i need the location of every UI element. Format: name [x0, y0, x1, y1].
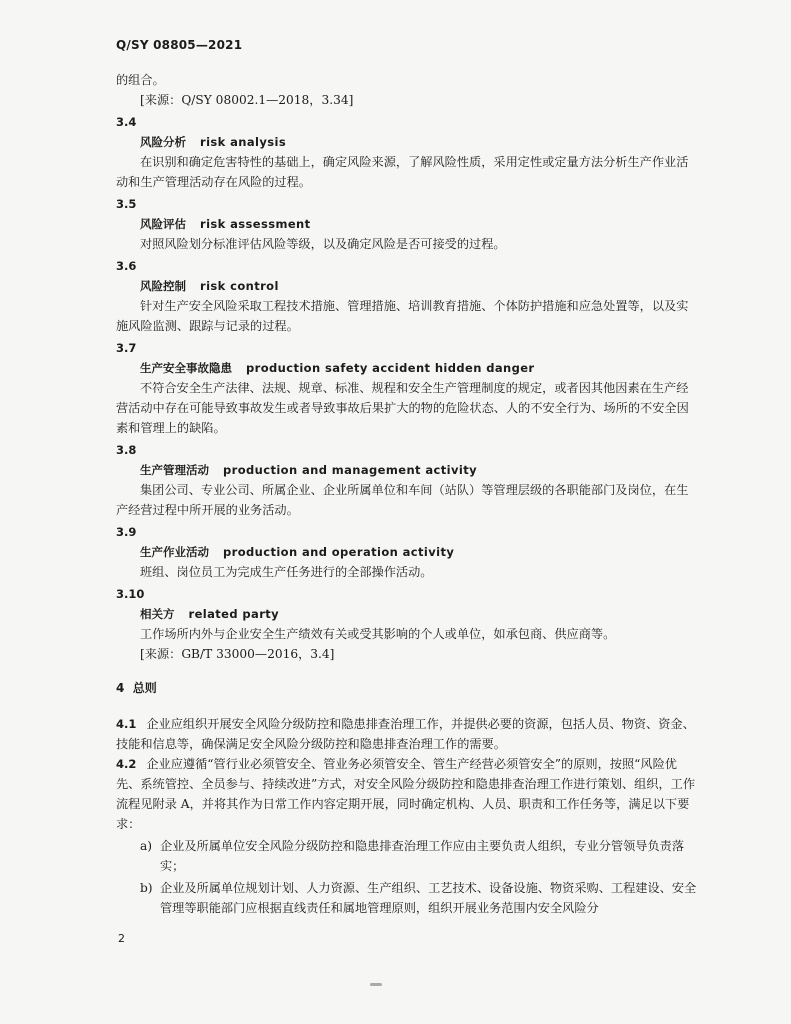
- clause-4-2: [116, 754, 700, 834]
- term-en: risk analysis: [200, 135, 287, 149]
- standard-number-header: Q/SY 08805—2021: [116, 38, 243, 52]
- term-definition: 不符合安全生产法律、法规、规章、标准、规程和安全生产管理制度的规定，或者因其他因素在生产经营活动中存在可能导致事故发生或者导致事故后果扩大的物的危险状态、人的不安全行为、场所的不安全因素和管理上的缺陷。: [116, 381, 689, 435]
- term-zh: 生产管理活动: [140, 463, 209, 477]
- term-en: production safety accident hidden danger: [246, 361, 535, 375]
- term-en: related party: [188, 607, 280, 621]
- list-item: [116, 878, 700, 918]
- term-en: production and management activity: [223, 463, 477, 477]
- term-definition: 工作场所内外与企业安全生产绩效有关或受其影响的个人或单位，如承包商、供应商等。: [140, 627, 616, 641]
- term-zh: 风险控制: [140, 279, 186, 293]
- term-heading: [116, 542, 700, 562]
- page-number: 2: [118, 932, 125, 945]
- term-number: 3.6: [116, 259, 137, 273]
- term-zh: 风险评估: [140, 217, 186, 231]
- clause-text: 企业应组织开展安全风险分级防控和隐患排查治理工作，并提供必要的资源，包括人员、物资、资金、技能和信息等，确保满足安全风险分级防控和隐患排查治理工作的需要。: [116, 717, 695, 751]
- chapter-title: 总则: [132, 681, 157, 695]
- list-marker: b): [140, 881, 153, 895]
- scan-smudge: [370, 983, 382, 986]
- term-heading: [116, 214, 700, 234]
- term-en: risk assessment: [200, 217, 311, 231]
- chapter-heading: [116, 678, 700, 698]
- clause-number: 4.1: [116, 717, 137, 731]
- term-definition: 集团公司、专业公司、所属企业、企业所属单位和车间（站队）等管理层级的各职能部门及岗位，在生产经营过程中所开展的业务活动。: [116, 483, 689, 517]
- clause-number: 4.2: [116, 757, 137, 771]
- source-note: [来源：Q/SY 08002.1—2018，3.34]: [140, 93, 354, 107]
- term-zh: 生产作业活动: [140, 545, 209, 559]
- term-definition: 在识别和确定危害特性的基础上，确定风险来源，了解风险性质，采用定性或定量方法分析生产作业活动和生产管理活动存在风险的过程。: [116, 155, 689, 189]
- term-number: 3.10: [116, 587, 145, 601]
- term-definition: 针对生产安全风险采取工程技术措施、管理措施、培训教育措施、个体防护措施和应急处置等，以及实施风险监测、跟踪与记录的过程。: [116, 299, 689, 333]
- term-definition: 班组、岗位员工为完成生产任务进行的全部操作活动。: [140, 565, 433, 579]
- term-heading: [116, 460, 700, 480]
- term-heading: [116, 132, 700, 152]
- term-en: production and operation activity: [223, 545, 455, 559]
- clause-text: 企业应遵循“管行业必须管安全、管业务必须管安全、管生产经营必须管安全”的原则，按照“风险优先、系统管控、全员参与、持续改进”方式，对安全风险分级防控和隐患排查治理工作进行策划、组织，工作流程见附录 A，并将其作为日常工作内容定期开展，同时确定机构、人员、职责和工作任务等，满足以下要求：: [116, 757, 696, 831]
- term-zh: 相关方: [140, 607, 175, 621]
- term-en: risk control: [200, 279, 279, 293]
- continuation-text: 的组合。: [116, 73, 165, 87]
- list-text: 企业及所属单位规划计划、人力资源、生产组织、工艺技术、设备设施、物资采购、工程建设、安全管理等职能部门应根据直线责任和属地管理原则，组织开展业务范围内安全风险分: [160, 881, 697, 915]
- term-number: 3.7: [116, 341, 137, 355]
- term-zh: 生产安全事故隐患: [140, 361, 232, 375]
- term-number: 3.5: [116, 197, 137, 211]
- page-content: [116, 70, 700, 918]
- chapter-number: 4: [116, 681, 125, 695]
- source-note: [来源：GB/T 33000—2016，3.4]: [140, 647, 335, 661]
- term-number: 3.9: [116, 525, 137, 539]
- list-text: 企业及所属单位安全风险分级防控和隐患排查治理工作应由主要负责人组织，专业分管领导负责落实；: [160, 839, 685, 873]
- list-marker: a): [140, 839, 153, 853]
- clause-4-1: [116, 714, 700, 754]
- term-heading: [116, 276, 700, 296]
- list-item: [116, 836, 700, 876]
- term-zh: 风险分析: [140, 135, 186, 149]
- term-heading: [116, 604, 700, 624]
- term-definition: 对照风险划分标准评估风险等级，以及确定风险是否可接受的过程。: [140, 237, 506, 251]
- term-number: 3.8: [116, 443, 137, 457]
- term-number: 3.4: [116, 115, 137, 129]
- term-heading: [116, 358, 700, 378]
